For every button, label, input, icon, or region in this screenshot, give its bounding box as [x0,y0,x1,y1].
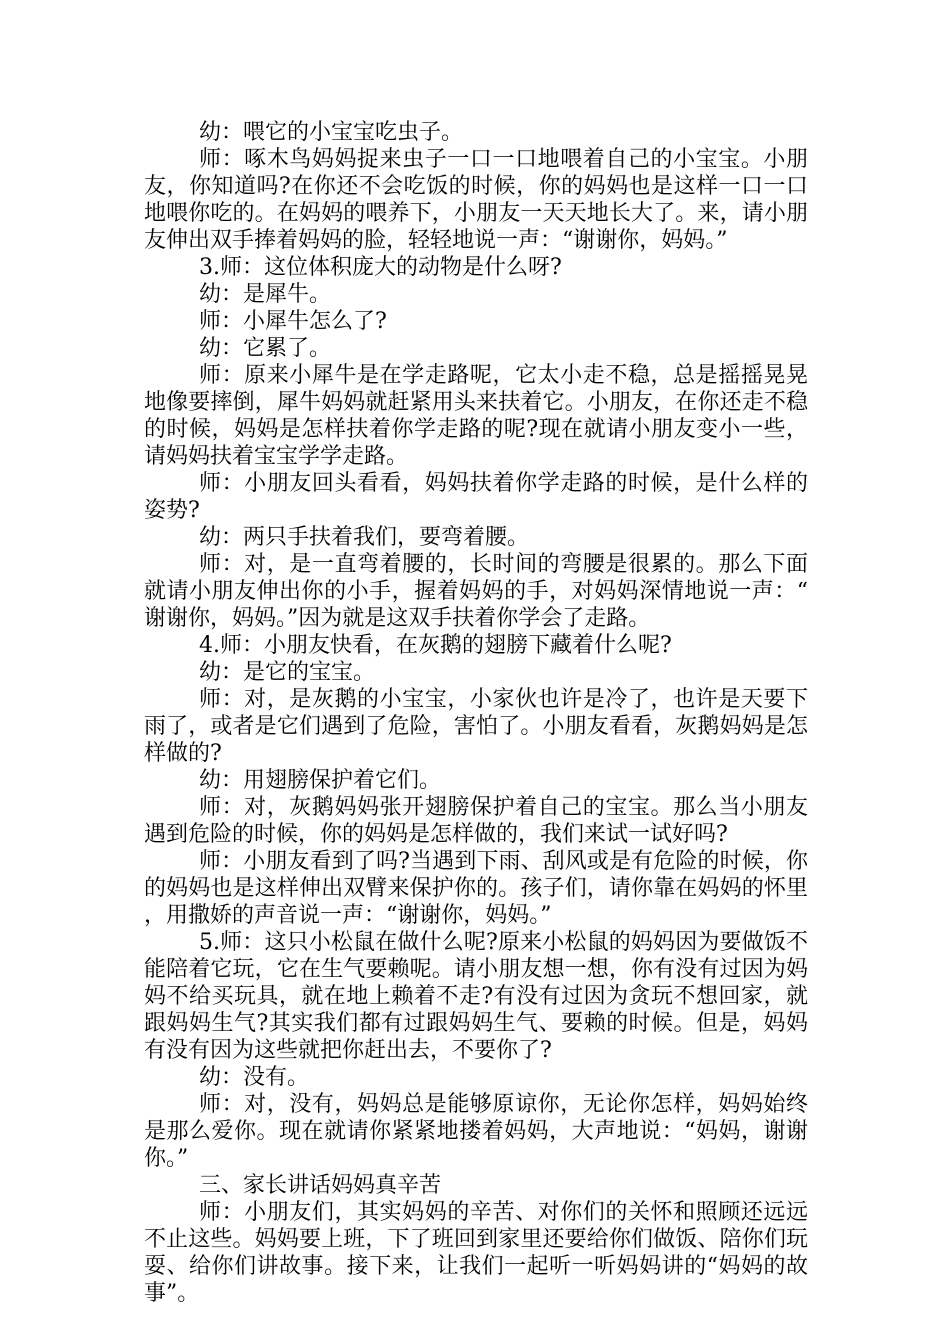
paragraph: 师：小朋友们，其实妈妈的辛苦、对你们的关怀和照顾还远远不止这些。妈妈要上班，下了班回到家里还要给你们做饭、陪你们玩耍、给你们讲故事。接下来，让我们一起听一听妈妈讲的“妈妈的故事”。 [144,1200,808,1306]
paragraph: 师：啄木鸟妈妈捉来虫子一口一口地喂着自己的小宝宝。小朋友，你知道吗?在你还不会吃饭的时候，你的妈妈也是这样一口一口地喂你吃的。在妈妈的喂养下，小朋友一天天地长大了。来，请小朋友伸出双手捧着妈妈的脸，轻轻地说一声：“谢谢你，妈妈。” [144,147,808,253]
paragraph: 师：原来小犀牛是在学走路呢，它太小走不稳，总是摇摇晃晃地像要摔倒，犀牛妈妈就赶紧用头来扶着它。小朋友，在你还走不稳的时候，妈妈是怎样扶着你学走路的呢?现在就请小朋友变小一些，请妈妈扶着宝宝学学走路。 [144,363,808,469]
paragraph: 师：对，灰鹅妈妈张开翅膀保护着自己的宝宝。那么当小朋友遇到危险的时候，你的妈妈是怎样做的，我们来试一试好吗? [144,795,808,847]
paragraph: 3.师：这位体积庞大的动物是什么呀? [199,255,562,280]
section-heading: 三、家长讲话妈妈真辛苦 [199,1173,442,1198]
paragraph: 师：小朋友看到了吗?当遇到下雨、刮风或是有危险的时候，你的妈妈也是这样伸出双臂来保护你的。孩子们，请你靠在妈妈的怀里，用撒娇的声音说一声：“谢谢你，妈妈。” [144,849,808,928]
paragraph: 师：小犀牛怎么了? [199,309,387,334]
paragraph: 幼：它累了。 [199,336,332,361]
document-body [144,119,808,1307]
paragraph: 5.师：这只小松鼠在做什么呢?原来小松鼠的妈妈因为要做饭不能陪着它玩，它在生气要赖呢。请小朋友想一想，你有没有过因为妈妈不给买玩具，就在地上赖着不走?有没有过因为贪玩不想回家，就跟妈妈生气?其实我们都有过跟妈妈生气、要赖的时候。但是，妈妈有没有因为这些就把你赶出去，不要你了? [144,930,808,1063]
paragraph: 4.师：小朋友快看，在灰鹅的翅膀下藏着什么呢? [199,633,672,658]
paragraph: 幼：是它的宝宝。 [199,660,376,685]
paragraph: 幼：是犀牛。 [199,282,332,307]
paragraph: 师：对，是灰鹅的小宝宝，小家伙也许是冷了，也许是天要下雨了，或者是它们遇到了危险，害怕了。小朋友看看，灰鹅妈妈是怎样做的? [144,687,808,766]
paragraph: 幼：两只手扶着我们，要弯着腰。 [199,525,530,550]
paragraph: 幼：用翅膀保护着它们。 [199,768,442,793]
paragraph: 师：对，是一直弯着腰的，长时间的弯腰是很累的。那么下面就请小朋友伸出你的小手，握着妈妈的手，对妈妈深情地说一声：“谢谢你，妈妈。”因为就是这双手扶着你学会了走路。 [144,552,808,631]
paragraph: 师：小朋友回头看看，妈妈扶着你学走路的时候，是什么样的姿势? [144,471,808,523]
paragraph: 幼：没有。 [199,1065,310,1090]
paragraph: 幼：喂它的小宝宝吃虫子。 [199,120,464,145]
paragraph: 师：对，没有，妈妈总是能够原谅你，无论你怎样，妈妈始终是那么爱你。现在就请你紧紧地搂着妈妈，大声地说：“妈妈，谢谢你。” [144,1092,808,1171]
